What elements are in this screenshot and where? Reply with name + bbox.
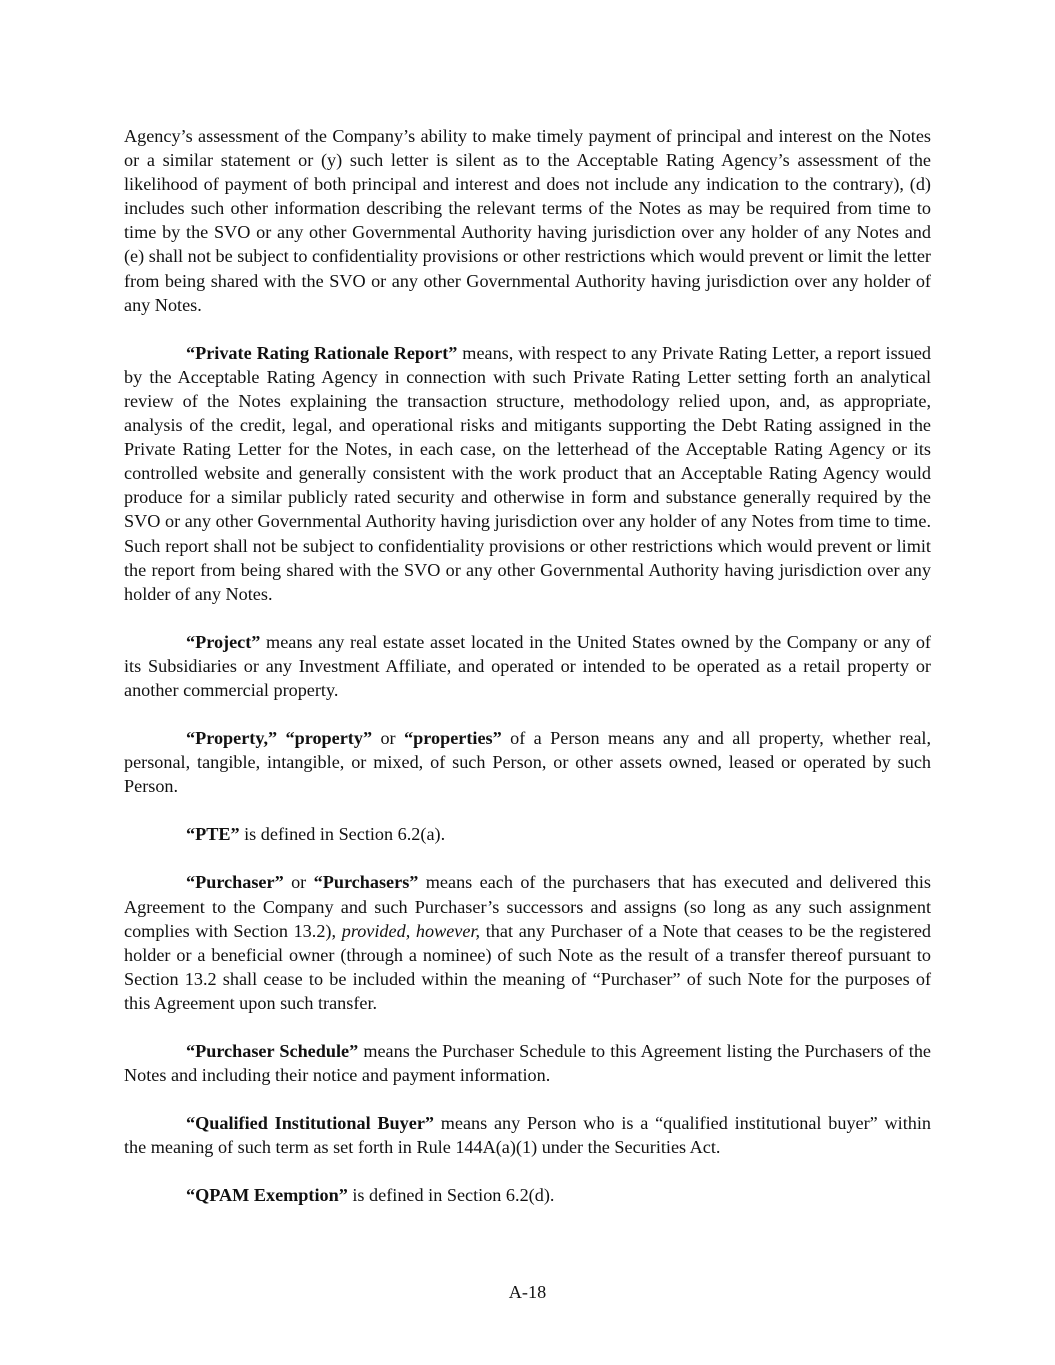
defined-term: “QPAM Exemption” — [186, 1185, 348, 1206]
definition-project — [124, 630, 931, 702]
definition-property — [124, 726, 931, 798]
defined-term: “Private Rating Rationale Report” — [186, 342, 458, 363]
paragraph-gap — [124, 1015, 931, 1039]
defined-term: “Purchasers” — [313, 872, 419, 893]
definition-qpam-exemption — [124, 1183, 931, 1207]
italic-proviso: provided, however, — [341, 920, 481, 941]
defined-term: “properties” — [404, 728, 502, 749]
definition-pte — [124, 822, 931, 846]
term-separator: or — [372, 728, 405, 749]
definition-purchaser — [124, 870, 931, 1015]
defined-term: “Purchaser” — [186, 872, 284, 893]
definition-text: means any real estate asset located in the United States owned by the Company or any of its Subsidiaries or any Investment Affiliate, and operated or intended to be operated as a retail property or another commercial property. — [124, 631, 931, 700]
term-separator: or — [283, 872, 314, 893]
paragraph-gap — [124, 846, 931, 870]
definition-text: of a Person means any and all property, whether real, personal, tangible, intangible, or mixed, of such Person, or other assets owned, leased or operated by such Person. — [124, 728, 931, 797]
definition-text: is defined in Section 6.2(d). — [347, 1185, 555, 1206]
paragraph-gap — [124, 1087, 931, 1111]
document-body — [124, 124, 931, 1207]
defined-term: “Qualified Institutional Buyer” — [186, 1113, 434, 1134]
paragraph-text: Agency’s assessment of the Company’s ability to make timely payment of principal and interest on the Notes or a similar statement or (y) such letter is silent as to the Acceptable Rating Agency’s assessment of the likelihood of payment of both principal and interest and does not include any indication to the contrary), (d) includes such other information describing the relevant terms of the Notes as may be required from time to time by the SVO or any other Governmental Authority having jurisdiction over any holder of any Notes and (e) shall not be subject to confidentiality provisions or other restrictions which would prevent or limit the letter from being shared with the SVO or any other Governmental Authority having jurisdiction over any holder of any Notes. — [124, 126, 931, 315]
definition-text: means each of the purchasers that has executed and delivered this Agreement to the Company and such Purchaser’s successors and assigns (so long as any such assignment complies with Section 13.2), — [124, 872, 931, 941]
definition-text: means, with respect to any Private Rating Letter, a report issued by the Acceptable Rating Agency in connection with such Private Rating Letter setting forth an analytical review of the Notes explaining the transaction structure, methodology relied upon, and, as appropriate, analysis of the credit, legal, and operational risks and mitigants supporting the Debt Rating assigned in the Private Rating Letter for the Notes, in each case, on the letterhead of the Acceptable Rating Agency or its controlled website and generally consistent with the work product that an Acceptable Rating Agency would produce for a similar publicly rated security and otherwise in form and substance generally required by the SVO or any other Governmental Authority having jurisdiction over any holder of any Notes from time to time. Such report shall not be subject to confidentiality provisions or other restrictions which would prevent or limit the report from being shared with the SVO or any other Governmental Authority having jurisdiction over any holder of any Notes. — [124, 342, 931, 604]
term-separator — [277, 728, 285, 748]
paragraph-gap — [124, 798, 931, 822]
definition-qualified-institutional-buyer — [124, 1111, 931, 1159]
paragraph-gap — [124, 702, 931, 726]
page-number: A-18 — [508, 1282, 547, 1302]
defined-term: “Purchaser Schedule” — [186, 1041, 359, 1061]
defined-term: “PTE” — [186, 824, 240, 845]
paragraph-gap — [124, 1159, 931, 1183]
definition-text: that any Purchaser of a Note that ceases to be the registered holder or a beneficial owner (through a nominee) of such Note as the result of a transfer thereof pursuant to Section 13.2 shall cease to be included within the meaning of “Purchaser” of such Note for the purposes of this Agreement upon such transfer. — [124, 920, 932, 1013]
definition-private-rating-rationale-report — [124, 341, 931, 606]
definition-text: is defined in Section 6.2(a). — [239, 824, 446, 845]
paragraph-gap — [124, 606, 931, 630]
defined-term: “property” — [285, 728, 373, 749]
paragraph-gap — [124, 317, 931, 341]
definition-purchaser-schedule — [124, 1039, 931, 1087]
defined-term: “Property,” — [186, 728, 278, 749]
definition-text: means any Person who is a “qualified institutional buyer” within the meaning of such term as set forth in Rule 144A(a)(1) under the Securities Act. — [124, 1113, 931, 1158]
continued-paragraph — [124, 124, 931, 317]
defined-term: “Project” — [186, 631, 261, 652]
definition-text: means the Purchaser Schedule to this Agreement listing the Purchasers of the Notes and including their notice and payment information. — [124, 1041, 931, 1086]
